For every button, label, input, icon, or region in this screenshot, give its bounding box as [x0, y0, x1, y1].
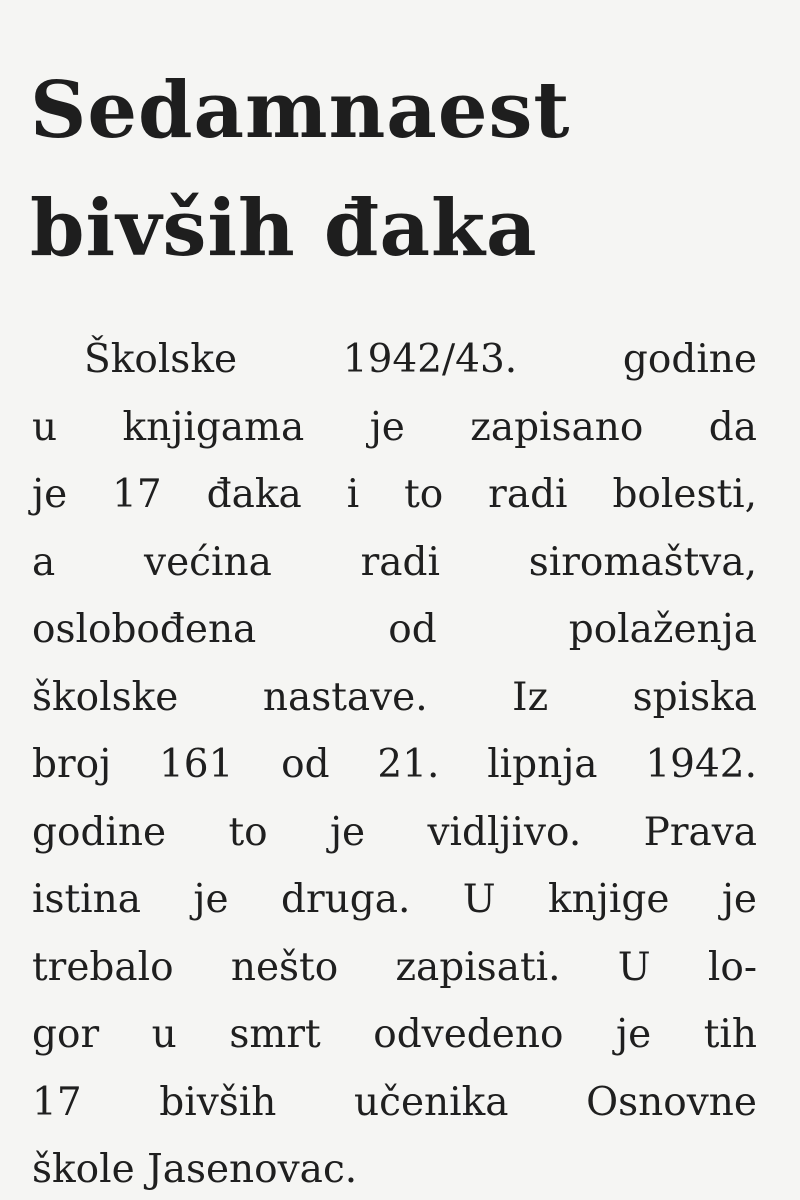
body-line: broj 161 od 21. lipnja 1942.: [32, 742, 757, 787]
body-line: istina je druga. U knjige je: [32, 877, 757, 922]
headline-line-1: Sedamnaest: [30, 65, 571, 156]
body-line: školske nastave. Iz spiska: [32, 674, 757, 720]
body-line: je 17 đaka i to radi bolesti,: [32, 472, 757, 517]
headline: [30, 52, 570, 288]
body-line: trebalo nešto zapisati. U lo-: [32, 944, 757, 990]
body-line: gor u smrt odvedeno je tih: [32, 1012, 757, 1057]
body-line: a većina radi siromaštva,: [32, 539, 757, 585]
body-line: 17 bivših učenika Osnovne: [32, 1079, 757, 1125]
body-line: Školske 1942/43. godine: [84, 337, 757, 382]
body-line-last: škole Jasenovac.: [32, 1147, 358, 1192]
article-body: [32, 326, 757, 1200]
headline-line-2: bivših đaka: [30, 183, 538, 274]
body-line: godine to je vidljivo. Prava: [32, 809, 757, 855]
body-line: u knjigama je zapisano da: [32, 404, 757, 450]
body-line: oslobođena od polaženja: [32, 607, 757, 652]
